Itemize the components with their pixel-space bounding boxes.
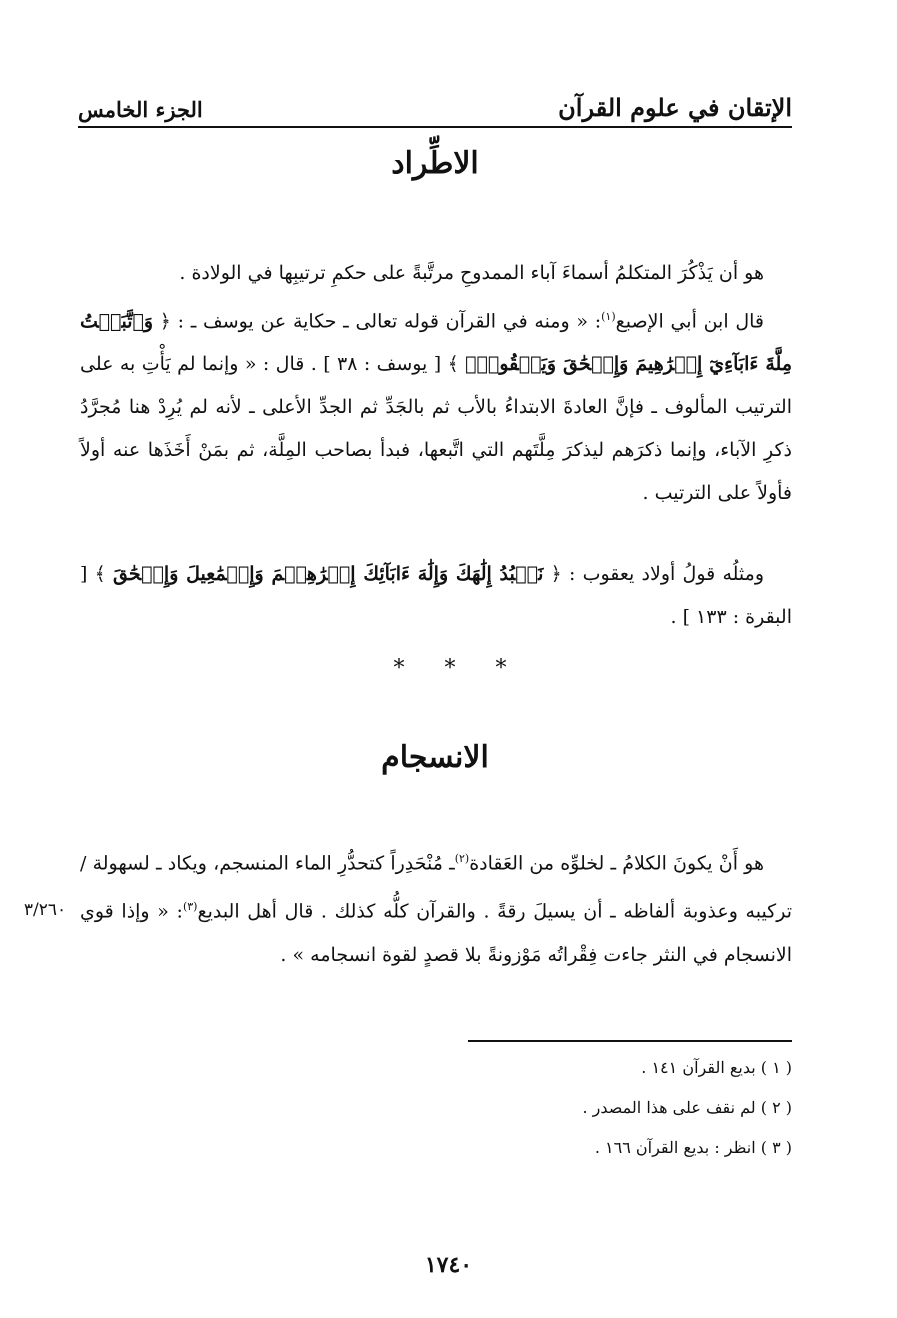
paragraph-text: هو أَنْ يكونَ الكلامُ ـ لخلوِّه من العَقادة	[469, 852, 764, 875]
section-title-insijam: الانسجام	[381, 740, 489, 775]
running-header	[78, 82, 792, 128]
paragraph-ibn-abi-al-isba	[80, 295, 792, 515]
paragraph-sons-of-yaqub	[80, 553, 792, 639]
footnote-2: ( ٢ ) لم نقف على هذا المصدر .	[582, 1098, 792, 1117]
paragraph-text: هو أن يَذْكُرَ المتكلمُ أسماءَ آباء الممدوحِ مرتَّبةً على حكمِ ترتيبِها في الولادة .	[179, 262, 764, 284]
margin-reference: ٣/٢٦٠	[23, 900, 67, 920]
paragraph-definition-insijam	[80, 837, 792, 977]
footnote-3: ( ٣ ) انظر : بديع القرآن ١٦٦ .	[594, 1138, 792, 1157]
asterisk: *	[444, 656, 456, 681]
paragraph-text: ﴾ [ يوسف : ٣٨ ] . قال : « وإنما لم يَأْتِ به على الترتيب المألوف ـ فإنَّ العادةَ الابتداءُ بالأب ثم بالجَدِّ ثم الجدِّ الأعلى ـ لأنه لم يُرِدْ هنا مُجرَّدُ ذكرِ الآباء، وإنما ذكرَهم ليذكرَ مِلَّتَهم التي اتَّبعها، فبدأ بصاحب المِلَّة، ثم بمَنْ أَخَذَها عنه أولاً فأولاً على الترتيب .	[80, 353, 792, 505]
footnote-divider	[468, 1040, 792, 1042]
paragraph-text: ﴾ [ البقرة : ١٣٣ ] .	[80, 563, 792, 628]
paragraph-text: : « وإذا قوي الانسجام في النثر جاءت فِقْراتُه مَوْزونةً بلا قصدٍ لقوة انسجامه » .	[80, 900, 792, 966]
paragraph-text: قال ابن أبي الإصبع	[615, 310, 764, 333]
footnote-ref-1: (١)	[601, 310, 616, 323]
quran-verse-yusuf: وَٱتَّبَعۡتُ مِلَّةَ ءَابَآءِيٓ إِبۡرَٰهِيمَ وَإِسۡحَٰقَ وَيَعۡقُوبَۚ	[80, 310, 792, 376]
paragraph-text: ومثلُه قولُ أولاد يعقوب : ﴿	[550, 563, 765, 585]
footnotes	[78, 1055, 792, 1175]
section-title-itirad: الاطِّراد	[391, 146, 479, 181]
paragraph-text: : « ومنه في القرآن قوله تعالى ـ حكاية عن يوسف ـ : ﴿	[159, 310, 602, 333]
footnote-ref-3: (٣)	[182, 900, 198, 914]
book-title: الإتقان في علوم القرآن	[558, 93, 792, 122]
paragraph-definition-itirad	[80, 252, 792, 295]
section-separator	[300, 656, 600, 681]
quran-verse-baqarah: نَعۡبُدُ إِلَٰهَكَ وَإِلَٰهَ ءَابَآئِكَ إِبۡرَٰهِـۧمَ وَإِسۡمَٰعِيلَ وَإِسۡحَٰقَ	[113, 563, 544, 585]
volume-label: الجزء الخامس	[78, 97, 203, 122]
asterisk: *	[393, 656, 405, 681]
footnote-ref-2: (٢)	[454, 852, 470, 865]
page-number: ١٧٤٠	[424, 1252, 473, 1278]
paragraph-text: ـ مُنْحَدِراً كتحدُّرِ الماء المنسجم، ويكاد ـ لسهولة / تركيبه وعذوبة ألفاظه ـ أن يسيلَ رقةً . والقرآن كلُّه كذلك . قال أهل البديع	[80, 852, 793, 923]
asterisk: *	[495, 656, 507, 681]
footnote-1: ( ١ ) بديع القرآن ١٤١ .	[641, 1058, 792, 1077]
